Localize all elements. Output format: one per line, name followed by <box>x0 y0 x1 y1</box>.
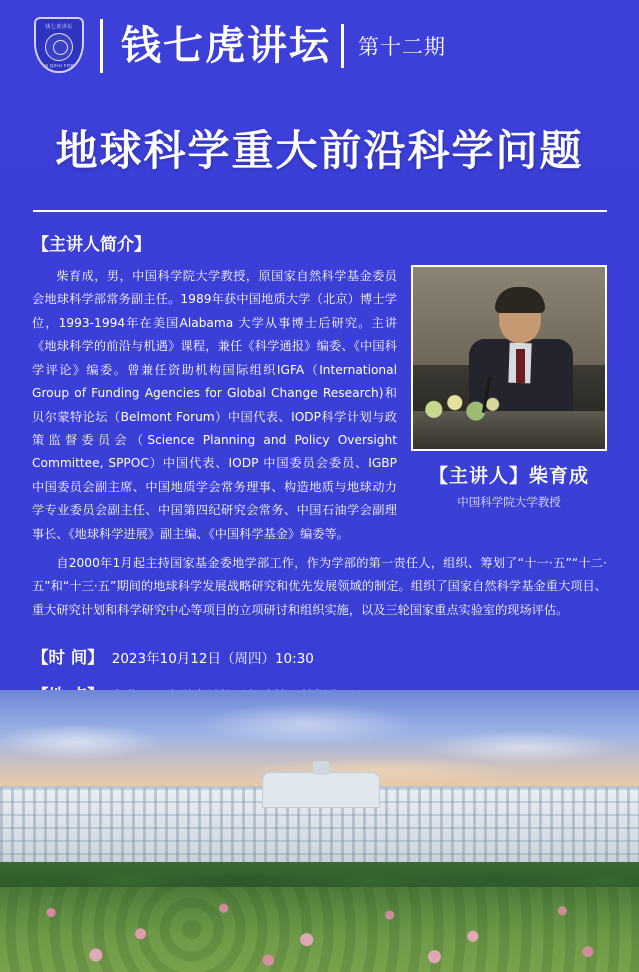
forum-title: 钱七虎讲坛 <box>121 23 331 69</box>
issue-number: 第十二期 <box>358 35 446 59</box>
forum-logo <box>34 17 86 75</box>
page-title: 地球科学重大前沿科学问题 <box>55 126 584 175</box>
header-divider-right <box>341 24 344 68</box>
speaker-block <box>411 265 607 510</box>
info-value: 2023年10月12日（周四）10:30 <box>111 651 314 668</box>
portrait-flowers <box>417 389 501 423</box>
portrait-tie <box>516 349 525 383</box>
photo-building-tower <box>262 772 380 808</box>
speaker-name-line <box>411 461 607 488</box>
header-divider-left <box>100 19 103 73</box>
speaker-affiliation: 中国科学院大学教授 <box>457 495 561 509</box>
bio-section-label: 【主讲人简介】 <box>32 235 151 255</box>
photo-lotus-flowers <box>0 887 639 972</box>
speaker-name: 柴育成 <box>529 465 590 487</box>
title-rule <box>33 210 607 212</box>
logo-bottom-label: QIAN QIHU FORUM <box>36 62 82 68</box>
info-label: 【时 间】 <box>32 648 104 668</box>
shield-icon <box>34 17 84 73</box>
info-row-time <box>32 644 607 668</box>
logo-emblem-icon <box>45 33 73 61</box>
bio-section <box>32 265 607 622</box>
speaker-portrait <box>411 265 607 451</box>
photo-building <box>0 786 639 873</box>
campus-photo <box>0 690 639 972</box>
bio-paragraph: 柴育成，男，中国科学院大学教授，原国家自然科学基金委员会地球科学部常务副主任。1989年获中国地质大学（北京）博士学位，1993-1994年在美国Alabama 大学从事博士后研究。主讲《地球科学的前沿与机遇》课程，兼任《科学通报》编委、《中国科学评论》编委。曾兼任资助机构国际组织IGFA（International Group of Funding Agencies for Global Change Research)和贝尔蒙特论坛（Belmont Forum）中国代表、IODP科学计划与政策监督委员会（Science Planning and Policy Oversight Committee, SPPOC）中国代表、IODP 中国委员会委员、IGBP 中国委员会副主席、中国地质学会常务理事、构造地质与地球动力学专业委员会副主任、中国第四纪研究会常务、中国石油学会副理事长、《地球科学进展》副主编、《中国科学基金》编委等。 <box>32 269 397 541</box>
bio-paragraph: 自2000年1月起主持国家基金委地学部工作，作为学部的第一责任人，组织、筹划了“十一·五”“十二·五”和“十三·五”期间的地球科学发展战略研究和优先发展领域的制定。组织了国家自然科学基金重大项目、重大研究计划和科学研究中心等项目的立项研讨和组织实施，以及三轮国家重点实验室的现场评估。 <box>32 556 607 617</box>
logo-top-label: 钱七虎讲坛 <box>45 23 73 30</box>
poster-header <box>0 0 639 92</box>
speaker-name-label: 【主讲人】 <box>428 465 529 487</box>
